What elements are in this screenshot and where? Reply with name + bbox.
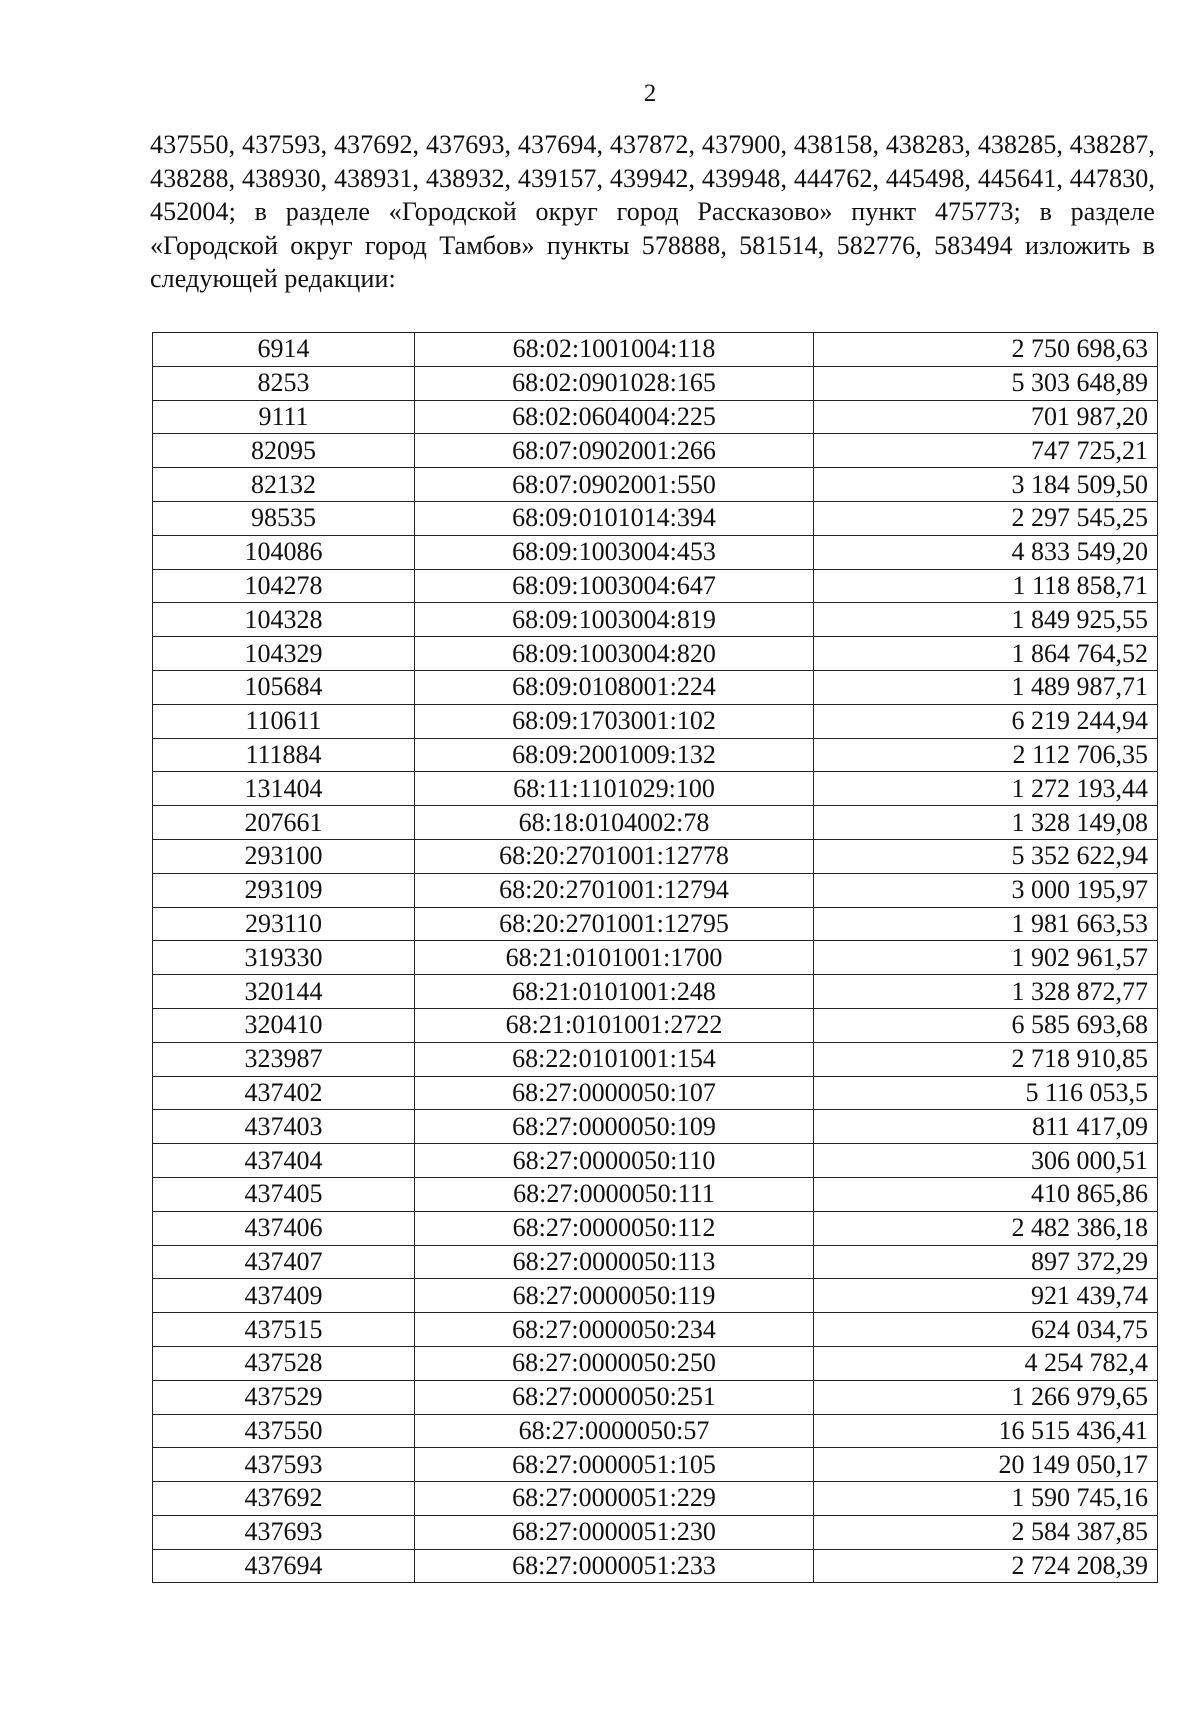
cadastral-value-cell: 2 297 545,25 bbox=[814, 501, 1158, 535]
row-number-cell: 437403 bbox=[153, 1110, 415, 1144]
row-number-cell: 82132 bbox=[153, 468, 415, 502]
table-row bbox=[153, 873, 1158, 907]
cadastral-number-cell: 68:22:0101001:154 bbox=[415, 1042, 814, 1076]
page-number: 2 bbox=[643, 80, 657, 107]
table-row bbox=[153, 434, 1158, 468]
cadastral-value-cell: 1 902 961,57 bbox=[814, 941, 1158, 975]
cadastral-value-cell: 2 718 910,85 bbox=[814, 1042, 1158, 1076]
table-row bbox=[153, 1482, 1158, 1516]
cadastral-number-cell: 68:27:0000050:107 bbox=[415, 1076, 814, 1110]
cadastral-number-cell: 68:11:1101029:100 bbox=[415, 772, 814, 806]
row-number-cell: 98535 bbox=[153, 501, 415, 535]
cadastral-value-cell: 2 112 706,35 bbox=[814, 738, 1158, 772]
cadastral-value-cell: 2 750 698,63 bbox=[814, 333, 1158, 367]
row-number-cell: 110611 bbox=[153, 704, 415, 738]
cadastral-number-cell: 68:09:1003004:819 bbox=[415, 603, 814, 637]
table-row bbox=[153, 806, 1158, 840]
cadastral-number-cell: 68:02:0604004:225 bbox=[415, 400, 814, 434]
cadastral-value-cell: 5 116 053,5 bbox=[814, 1076, 1158, 1110]
registry-table-body bbox=[153, 333, 1158, 1583]
cadastral-value-cell: 1 590 745,16 bbox=[814, 1482, 1158, 1516]
cadastral-value-cell: 1 849 925,55 bbox=[814, 603, 1158, 637]
table-row bbox=[153, 907, 1158, 941]
cadastral-value-cell: 2 724 208,39 bbox=[814, 1549, 1158, 1583]
table-row bbox=[153, 400, 1158, 434]
row-number-cell: 104086 bbox=[153, 535, 415, 569]
row-number-cell: 320410 bbox=[153, 1008, 415, 1042]
row-number-cell: 104328 bbox=[153, 603, 415, 637]
row-number-cell: 437593 bbox=[153, 1448, 415, 1482]
cadastral-value-cell: 6 219 244,94 bbox=[814, 704, 1158, 738]
row-number-cell: 293100 bbox=[153, 839, 415, 873]
row-number-cell: 131404 bbox=[153, 772, 415, 806]
table-row bbox=[153, 1245, 1158, 1279]
table-row bbox=[153, 603, 1158, 637]
table-row bbox=[153, 468, 1158, 502]
table-row bbox=[153, 1346, 1158, 1380]
table-row bbox=[153, 1279, 1158, 1313]
cadastral-number-cell: 68:27:0000050:234 bbox=[415, 1313, 814, 1347]
row-number-cell: 437409 bbox=[153, 1279, 415, 1313]
cadastral-number-cell: 68:27:0000050:109 bbox=[415, 1110, 814, 1144]
table-row bbox=[153, 501, 1158, 535]
table-row bbox=[153, 637, 1158, 671]
cadastral-number-cell: 68:20:2701001:12794 bbox=[415, 873, 814, 907]
cadastral-value-cell: 6 585 693,68 bbox=[814, 1008, 1158, 1042]
row-number-cell: 437407 bbox=[153, 1245, 415, 1279]
cadastral-number-cell: 68:09:2001009:132 bbox=[415, 738, 814, 772]
cadastral-value-cell: 1 981 663,53 bbox=[814, 907, 1158, 941]
table-row bbox=[153, 941, 1158, 975]
table-row bbox=[153, 1144, 1158, 1178]
cadastral-number-cell: 68:27:0000050:112 bbox=[415, 1211, 814, 1245]
cadastral-number-cell: 68:21:0101001:2722 bbox=[415, 1008, 814, 1042]
intro-paragraph: 437550, 437593, 437692, 437693, 437694, 437872, 437900, 438158, 438283, 438285, 438287, 438288, 438930, 438931, 438932, 439157, 439942, 439948, 444762, 445498, 445641, 447830, 452004; в разделе «Городской округ город Рассказово» пункт 475773; в разделе «Городской округ город Тамбов» пункты 578888, 581514, 582776, 583494 изложить в следующей редакции: bbox=[150, 130, 1155, 293]
table-row bbox=[153, 738, 1158, 772]
cadastral-number-cell: 68:27:0000050:119 bbox=[415, 1279, 814, 1313]
cadastral-value-cell: 1 328 149,08 bbox=[814, 806, 1158, 840]
cadastral-value-cell: 5 303 648,89 bbox=[814, 366, 1158, 400]
cadastral-value-cell: 1 328 872,77 bbox=[814, 975, 1158, 1009]
table-row bbox=[153, 535, 1158, 569]
cadastral-number-cell: 68:20:2701001:12795 bbox=[415, 907, 814, 941]
table-row bbox=[153, 1313, 1158, 1347]
table-row bbox=[153, 670, 1158, 704]
table-row bbox=[153, 1110, 1158, 1144]
row-number-cell: 105684 bbox=[153, 670, 415, 704]
row-number-cell: 6914 bbox=[153, 333, 415, 367]
row-number-cell: 437528 bbox=[153, 1346, 415, 1380]
table-row bbox=[153, 975, 1158, 1009]
cadastral-value-cell: 624 034,75 bbox=[814, 1313, 1158, 1347]
cadastral-number-cell: 68:02:1001004:118 bbox=[415, 333, 814, 367]
cadastral-number-cell: 68:02:0901028:165 bbox=[415, 366, 814, 400]
table-row bbox=[153, 1177, 1158, 1211]
row-number-cell: 8253 bbox=[153, 366, 415, 400]
cadastral-number-cell: 68:09:1003004:453 bbox=[415, 535, 814, 569]
cadastral-value-cell: 3 000 195,97 bbox=[814, 873, 1158, 907]
table-row bbox=[153, 772, 1158, 806]
cadastral-value-cell: 921 439,74 bbox=[814, 1279, 1158, 1313]
table-row bbox=[153, 333, 1158, 367]
cadastral-value-cell: 1 864 764,52 bbox=[814, 637, 1158, 671]
row-number-cell: 82095 bbox=[153, 434, 415, 468]
cadastral-value-cell: 1 489 987,71 bbox=[814, 670, 1158, 704]
row-number-cell: 293110 bbox=[153, 907, 415, 941]
row-number-cell: 104278 bbox=[153, 569, 415, 603]
table-row bbox=[153, 704, 1158, 738]
cadastral-number-cell: 68:27:0000050:113 bbox=[415, 1245, 814, 1279]
row-number-cell: 111884 bbox=[153, 738, 415, 772]
cadastral-number-cell: 68:27:0000051:230 bbox=[415, 1515, 814, 1549]
cadastral-value-cell: 4 254 782,4 bbox=[814, 1346, 1158, 1380]
cadastral-value-cell: 1 118 858,71 bbox=[814, 569, 1158, 603]
table-row bbox=[153, 1549, 1158, 1583]
cadastral-value-cell: 3 184 509,50 bbox=[814, 468, 1158, 502]
row-number-cell: 437694 bbox=[153, 1549, 415, 1583]
table-row bbox=[153, 366, 1158, 400]
cadastral-number-cell: 68:27:0000051:229 bbox=[415, 1482, 814, 1516]
cadastral-value-cell: 306 000,51 bbox=[814, 1144, 1158, 1178]
row-number-cell: 437515 bbox=[153, 1313, 415, 1347]
cadastral-number-cell: 68:07:0902001:550 bbox=[415, 468, 814, 502]
cadastral-number-cell: 68:27:0000050:111 bbox=[415, 1177, 814, 1211]
table-row bbox=[153, 839, 1158, 873]
cadastral-number-cell: 68:21:0101001:1700 bbox=[415, 941, 814, 975]
cadastral-value-cell: 747 725,21 bbox=[814, 434, 1158, 468]
cadastral-number-cell: 68:27:0000050:110 bbox=[415, 1144, 814, 1178]
row-number-cell: 437692 bbox=[153, 1482, 415, 1516]
cadastral-number-cell: 68:07:0902001:266 bbox=[415, 434, 814, 468]
row-number-cell: 319330 bbox=[153, 941, 415, 975]
cadastral-value-cell: 811 417,09 bbox=[814, 1110, 1158, 1144]
row-number-cell: 293109 bbox=[153, 873, 415, 907]
cadastral-value-cell: 4 833 549,20 bbox=[814, 535, 1158, 569]
cadastral-number-cell: 68:09:0108001:224 bbox=[415, 670, 814, 704]
table-row bbox=[153, 1515, 1158, 1549]
cadastral-number-cell: 68:09:1003004:820 bbox=[415, 637, 814, 671]
cadastral-value-cell: 897 372,29 bbox=[814, 1245, 1158, 1279]
table-row bbox=[153, 1448, 1158, 1482]
cadastral-value-cell: 1 266 979,65 bbox=[814, 1380, 1158, 1414]
cadastral-number-cell: 68:09:0101014:394 bbox=[415, 501, 814, 535]
table-row bbox=[153, 1211, 1158, 1245]
cadastral-number-cell: 68:21:0101001:248 bbox=[415, 975, 814, 1009]
cadastral-value-cell: 410 865,86 bbox=[814, 1177, 1158, 1211]
row-number-cell: 437402 bbox=[153, 1076, 415, 1110]
cadastral-number-cell: 68:27:0000050:250 bbox=[415, 1346, 814, 1380]
row-number-cell: 437404 bbox=[153, 1144, 415, 1178]
row-number-cell: 437693 bbox=[153, 1515, 415, 1549]
row-number-cell: 9111 bbox=[153, 400, 415, 434]
row-number-cell: 437529 bbox=[153, 1380, 415, 1414]
row-number-cell: 104329 bbox=[153, 637, 415, 671]
cadastral-number-cell: 68:18:0104002:78 bbox=[415, 806, 814, 840]
cadastral-value-cell: 2 584 387,85 bbox=[814, 1515, 1158, 1549]
table-row bbox=[153, 1076, 1158, 1110]
row-number-cell: 323987 bbox=[153, 1042, 415, 1076]
cadastral-value-cell: 701 987,20 bbox=[814, 400, 1158, 434]
row-number-cell: 437406 bbox=[153, 1211, 415, 1245]
row-number-cell: 437405 bbox=[153, 1177, 415, 1211]
cadastral-number-cell: 68:27:0000050:251 bbox=[415, 1380, 814, 1414]
table-row bbox=[153, 569, 1158, 603]
cadastral-value-cell: 5 352 622,94 bbox=[814, 839, 1158, 873]
cadastral-value-cell: 20 149 050,17 bbox=[814, 1448, 1158, 1482]
cadastral-value-cell: 1 272 193,44 bbox=[814, 772, 1158, 806]
cadastral-value-cell: 16 515 436,41 bbox=[814, 1414, 1158, 1448]
table-row bbox=[153, 1380, 1158, 1414]
cadastral-number-cell: 68:09:1703001:102 bbox=[415, 704, 814, 738]
cadastral-number-cell: 68:09:1003004:647 bbox=[415, 569, 814, 603]
cadastral-number-cell: 68:27:0000051:105 bbox=[415, 1448, 814, 1482]
cadastral-number-cell: 68:20:2701001:12778 bbox=[415, 839, 814, 873]
row-number-cell: 320144 bbox=[153, 975, 415, 1009]
table-row bbox=[153, 1414, 1158, 1448]
table-row bbox=[153, 1008, 1158, 1042]
row-number-cell: 207661 bbox=[153, 806, 415, 840]
cadastral-number-cell: 68:27:0000050:57 bbox=[415, 1414, 814, 1448]
cadastral-number-cell: 68:27:0000051:233 bbox=[415, 1549, 814, 1583]
registry-table bbox=[152, 332, 1158, 1583]
table-row bbox=[153, 1042, 1158, 1076]
row-number-cell: 437550 bbox=[153, 1414, 415, 1448]
cadastral-value-cell: 2 482 386,18 bbox=[814, 1211, 1158, 1245]
